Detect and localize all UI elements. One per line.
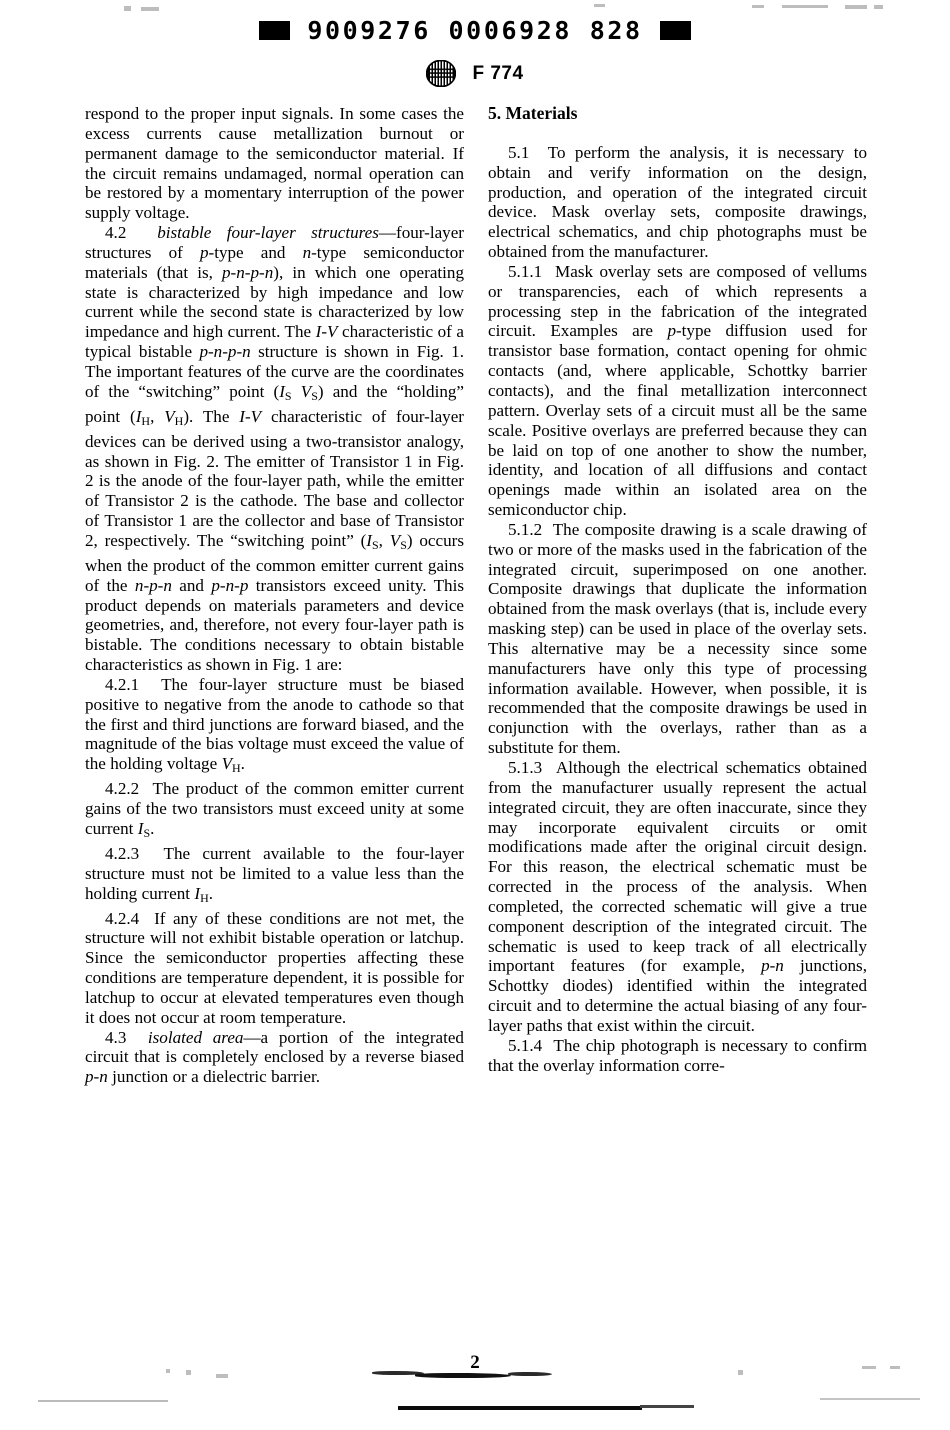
para-5-1-3: 5.1.3 Although the electrical schematics obtained from the manufacturer usually represent the actual integrated circuit, they are often inaccurate, since they may incorporate equivalent circuits or omit modifications made after the original circuit design. For this reason, the electrical schematic must be corrected in the process of the analysis. When completed, the corrected schematic will give a true component description of the integrated circuit. The schematic is used to keep track of all electrically important features (for example, p-n junctions, Schottky diodes) identified within the integrated circuit and to determine the actual biasing of any four-layer paths that exist within the circuit. <box>488 758 867 1035</box>
para-5-1: 5.1 To perform the analysis, it is necessary to obtain and verify information on the design, production, and operation of the integrated circuit device. Mask overlay sets, composite drawings, electrical schematics, and chip photographs must be obtained from the manufacturer. <box>488 142 867 262</box>
astm-logo-icon <box>426 60 456 87</box>
para-4-2-1: 4.2.1 The four-layer structure must be biased positive to negative from the anode to cathode so that the first and third junctions are forward biased, and the magnitude of the bias voltage must exceed the value of the holding voltage $V_H$. <box>85 674 464 776</box>
para-5-1-4: 5.1.4 The chip photograph is necessary to confirm that the overlay information corre- <box>488 1035 867 1075</box>
scan-speckle-left-3 <box>216 1374 228 1378</box>
barcode-left-block-icon <box>259 21 290 40</box>
page-footer <box>0 1352 950 1374</box>
scan-artifact-top-right-3 <box>845 5 867 9</box>
standard-designation: F 774 <box>472 62 524 84</box>
barcode-digits: 9009276 0006928 828 <box>307 16 643 45</box>
barcode-right-block-icon <box>660 21 691 40</box>
para-4-2-4: 4.2.4 If any of these conditions are not met, the structure will not exhibit bistable operation or latchup. Since the semiconductor properties affecting these conditions are temperature dependent, it is possible for latchup to occur at elevated temperatures even though it does not occur at room temperature. <box>85 908 464 1027</box>
left-column <box>85 104 464 1087</box>
page-number: 2 <box>470 1352 480 1373</box>
right-column-paragraphs <box>488 143 867 1076</box>
para-4-2: 4.2 bistable four-layer structures—four-layer structures of p-type and n-type semiconductor materials (that is, p-n-p-n), in which one operating state is characterized by high impedance and low current while the second state is characterized by low impedance and high current. The I-V characteristic of a typical bistable p-n-p-n structure is shown in Fig. 1. The important features of the curve are the coordinates of the “switching” point ($I_S$ $V_S$) and the “holding” point ($I_H$, $V_H$). The I-V characteristic of four-layer devices can be derived using a two-transistor analogy, as shown in Fig. 2. The emitter of Transistor 1 in Fig. 2 is the anode of the four-layer path, while the emitter of Transistor 2 is the cathode. The base and collector of Transistor 1 are the collector and base of Transistor 2, respectively. The “switching point” ($I_S$, $V_S$) occurs when the product of the common emitter current gains of the n-p-n and p-n-p transistors exceed unity. This product depends on materials parameters and device geometries, and, therefore, not every four-layer path is bistable. The conditions necessary to obtain bistable characteristics as shown in Fig. 1 are: <box>85 223 464 675</box>
para-4-2-3: 4.2.3 The current available to the four-layer structure must not be limited to a value less than the holding current $I_H$. <box>85 843 464 905</box>
para-5-1-2: 5.1.2 The composite drawing is a scale drawing of two or more of the masks used in the fabrication of the integrated circuit, superimposed on one another. Composite drawings that duplicate the information obtained from the mask overlays (that is, include every masking step) can be used in place of the overlay sets. This alternative may be a necessity since some manufacturers have only this type of processing information available. However, when possible, it is recommended that the composite drawings be used in conjunction with the overlays, rather than as a substitute for them. <box>488 519 867 758</box>
section-heading-materials: 5. Materials <box>488 103 578 123</box>
document-body <box>85 104 867 1087</box>
para-4-2-2: 4.2.2 The product of the common emitter current gains of the two transistors must exceed unity at some current $I_S$. <box>85 779 464 841</box>
scan-artifact-bottom-right <box>820 1398 920 1400</box>
scan-artifact-top-center <box>594 4 605 7</box>
scan-artifact-bottom-left <box>38 1400 168 1402</box>
standard-designation-line <box>0 60 950 87</box>
scan-artifact-top-right-4 <box>874 5 883 9</box>
barcode-header <box>0 18 950 43</box>
para-4-3: 4.3 isolated area—a portion of the integrated circuit that is completely enclosed by a reverse biased p-n junction or a dielectric barrier. <box>85 1027 464 1087</box>
scan-artifact-top-left <box>124 6 131 11</box>
right-column <box>488 104 867 1087</box>
scan-artifact-top-right-1 <box>752 5 764 8</box>
scan-smudge-footer-rule <box>398 1406 642 1410</box>
para-continued: respond to the proper input signals. In some cases the excess currents cause metallization burnout or permanent damage to the semiconductor material. If the circuit remains undamaged, normal operation can be restored by a momentary interruption of the power supply voltage. <box>85 104 464 223</box>
scan-smudge-footer-rule-tail <box>640 1405 694 1408</box>
scan-artifact-top-left-2 <box>141 7 159 11</box>
para-5-1-1: 5.1.1 Mask overlay sets are composed of vellums or transparencies, each of which represents a processing step in the fabrication of the integrated circuit. Examples are p-type diffusion used for transistor base formation, contact opening for ohmic contacts (and, where applicable, Schottky barrier contacts), and the final metallization interconnect pattern. Overlay sets of a circuit must all be the same scale. Positive overlays are preferred because they can be laid on top of one another to show the number, identity, and location of all diffusions and contact openings made within an isolated area on the semiconductor chip. <box>488 261 868 520</box>
scan-artifact-top-right-2 <box>782 5 828 8</box>
